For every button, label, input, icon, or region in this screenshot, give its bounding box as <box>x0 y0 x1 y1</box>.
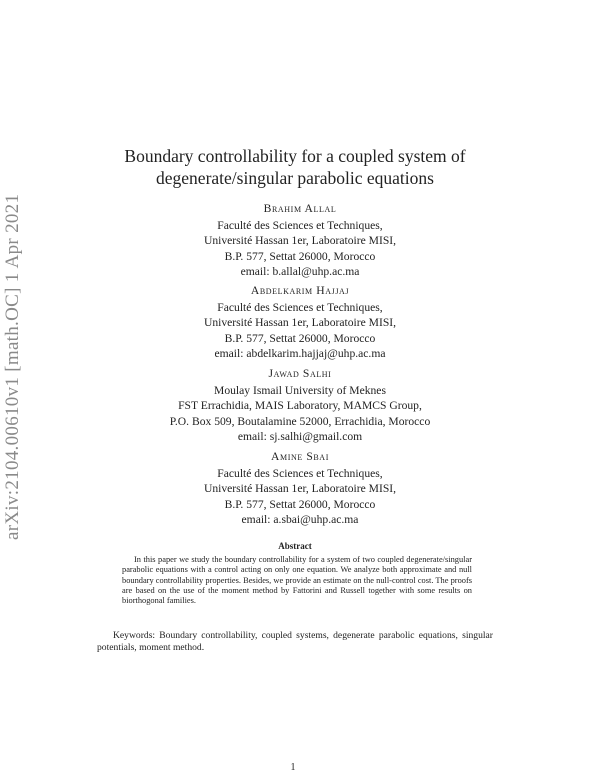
title-line-2: degenerate/singular parabolic equations <box>156 168 434 188</box>
affiliation-line: B.P. 577, Settat 26000, Morocco <box>224 249 376 263</box>
affiliation-line: Université Hassan 1er, Laboratoire MISI, <box>203 234 397 248</box>
author-email: email: sj.salhi@gmail.com <box>237 430 363 444</box>
author-email: email: a.sbai@uhp.ac.ma <box>241 513 359 527</box>
author-name: Abdelkarim Hajjaj <box>250 284 350 297</box>
keywords: Keywords: Boundary controllability, coupled systems, degenerate parabolic equations, singular potentials, moment method. <box>97 630 493 654</box>
author-name: Brahim Allal <box>263 202 337 215</box>
affiliation-line: FST Errachidia, MAIS Laboratory, MAMCS Group, <box>178 399 422 413</box>
author-email: email: abdelkarim.hajjaj@uhp.ac.ma <box>214 347 386 361</box>
author-block <box>110 283 490 362</box>
affiliation-line: Faculté des Sciences et Techniques, <box>217 300 383 314</box>
abstract-text: In this paper we study the boundary controllability for a system of two coupled degenerate/singular parabolic equations with a control acting on only one equation. We analyze both approximate and null boundary controllability properties. Besides, we provide an estimate on the null-control cost. The proofs are based on the use of the moment method by Fattorini and Russell together with some results on biorthogonal families. <box>122 555 472 606</box>
affiliation-line: Université Hassan 1er, Laboratoire MISI, <box>203 482 397 496</box>
author-block <box>110 449 490 528</box>
author-email: email: b.allal@uhp.ac.ma <box>240 265 360 279</box>
affiliation-line: Université Hassan 1er, Laboratoire MISI, <box>203 316 397 330</box>
author-name: Amine Sbai <box>271 450 329 463</box>
affiliation-line: B.P. 577, Settat 26000, Morocco <box>224 497 376 511</box>
affiliation-line: Moulay Ismail University of Meknes <box>214 383 386 397</box>
affiliation-line: P.O. Box 509, Boutalamine 52000, Errachidia, Morocco <box>169 414 431 428</box>
paper-title <box>60 145 530 189</box>
title-line-1: Boundary controllability for a coupled system of <box>124 146 466 166</box>
author-block <box>110 366 490 445</box>
affiliation-line: Faculté des Sciences et Techniques, <box>217 466 383 480</box>
affiliation-line: B.P. 577, Settat 26000, Morocco <box>224 331 376 345</box>
arxiv-identifier: arXiv:2104.00610v1 [math.OC] 1 Apr 2021 <box>2 193 23 540</box>
author-block <box>110 201 490 280</box>
author-name: Jawad Salhi <box>268 367 332 380</box>
abstract-heading: Abstract <box>278 541 312 551</box>
affiliation-line: Faculté des Sciences et Techniques, <box>217 218 383 232</box>
page-number: 1 <box>290 762 296 773</box>
